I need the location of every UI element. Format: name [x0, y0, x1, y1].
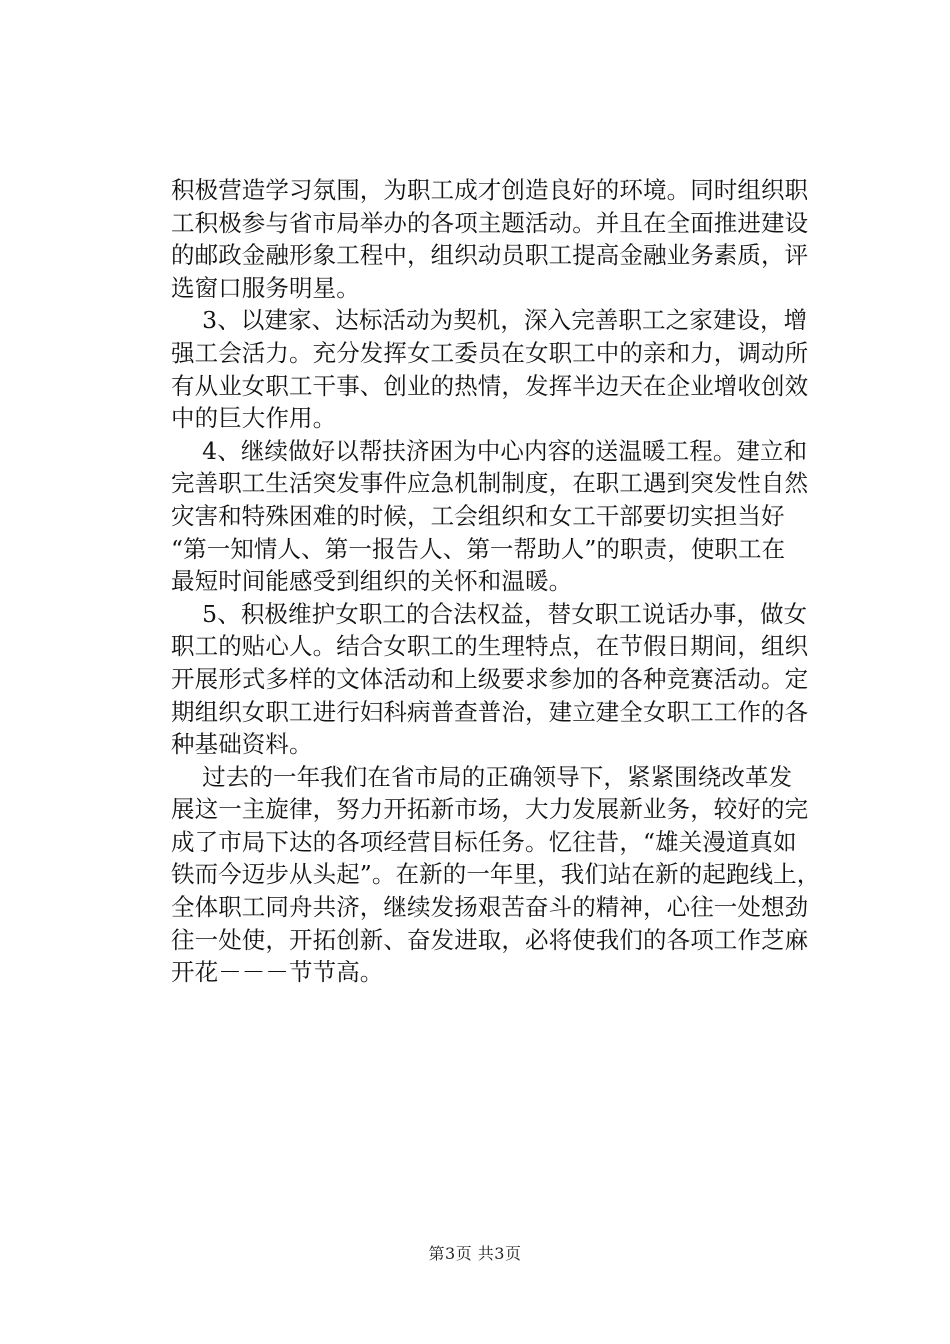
text-line: 选窗口服务明星。 — [171, 273, 360, 302]
page-number-label: 第3页 共3页 — [428, 1244, 522, 1263]
text-line: 铁而今迈步从头起”。在新的一年里，我们站在新的起跑线上， — [171, 860, 821, 889]
text-line: 过去的一年我们在省市局的正确领导下，紧紧围绕改革发 — [171, 762, 793, 791]
text-line: 5、积极维护女职工的合法权益，替女职工说话办事，做女 — [171, 599, 808, 628]
page-footer — [0, 1244, 950, 1264]
text-line: 灾害和特殊困难的时候，工会组织和女工干部要切实担当好 — [171, 501, 785, 530]
text-line: 的邮政金融形象工程中，组织动员职工提高金融业务素质，评 — [171, 241, 809, 270]
text-line: 职工的贴心人。结合女职工的生理特点，在节假日期间，组织 — [171, 632, 809, 661]
document-body — [171, 174, 835, 989]
text-line: 最短时间能感受到组织的关怀和温暖。 — [171, 567, 573, 596]
text-line: 期组织女职工进行妇科病普查普治，建立建全女职工工作的各 — [171, 697, 809, 726]
text-line: 全体职工同舟共济，继续发扬艰苦奋斗的精神，心往一处想劲 — [171, 893, 809, 922]
text-line: 有从业女职工干事、创业的热情，发挥半边天在企业增收创效 — [171, 371, 809, 400]
text-line: 展这一主旋律，努力开拓新市场，大力发展新业务，较好的完 — [171, 795, 809, 824]
text-line: 种基础资料。 — [171, 730, 313, 759]
text-line: 开花－－－节节高。 — [171, 958, 384, 987]
text-line: 4、继续做好以帮扶济困为中心内容的送温暖工程。建立和 — [171, 436, 808, 465]
text-line: 往一处使，开拓创新、奋发进取，必将使我们的各项工作芝麻 — [171, 925, 809, 954]
text-line: 强工会活力。充分发挥女工委员在女职工中的亲和力，调动所 — [171, 338, 809, 367]
text-line: 成了市局下达的各项经营目标任务。忆往昔，“雄关漫道真如 — [171, 827, 797, 856]
text-line: 工积极参与省市局举办的各项主题活动。并且在全面推进建设 — [171, 208, 809, 237]
text-line: “第一知情人、第一报告人、第一帮助人”的职责，使职工在 — [171, 534, 786, 563]
text-line: 完善职工生活突发事件应急机制制度，在职工遇到突发性自然 — [171, 469, 809, 498]
text-line: 3、以建家、达标活动为契机，深入完善职工之家建设，增 — [171, 306, 808, 335]
text-line: 积极营造学习氛围，为职工成才创造良好的环境。同时组织职 — [171, 176, 809, 204]
text-line: 中的巨大作用。 — [171, 404, 337, 433]
text-line: 开展形式多样的文体活动和上级要求参加的各种竞赛活动。定 — [171, 664, 809, 693]
